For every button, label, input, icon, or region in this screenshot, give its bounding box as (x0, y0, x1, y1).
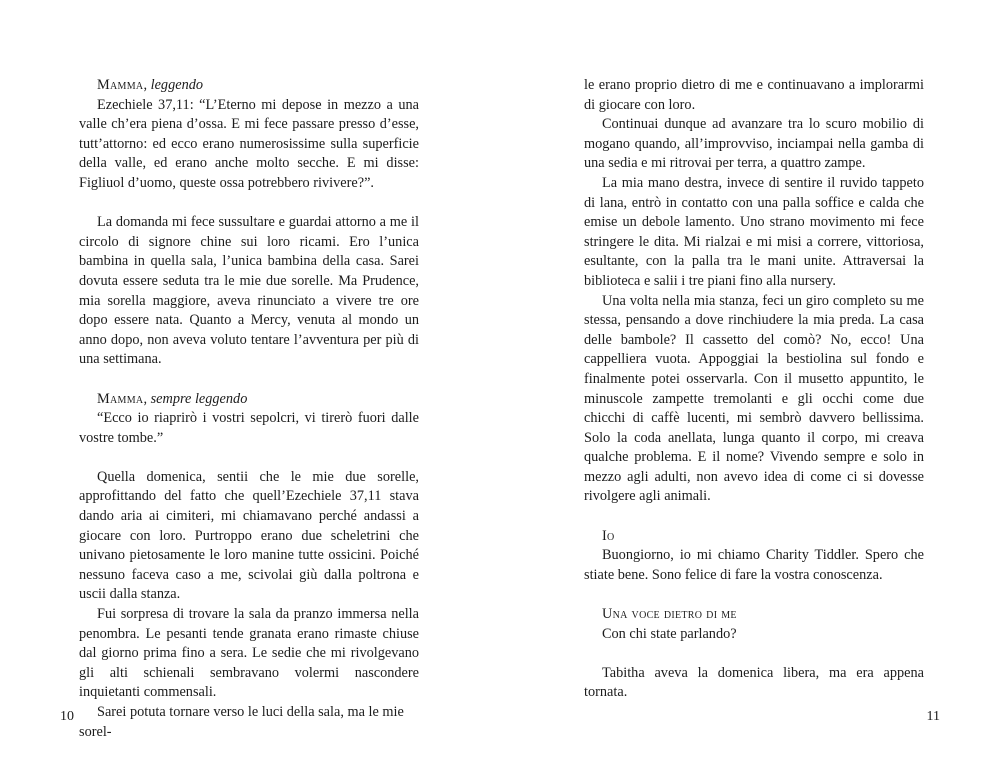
paragraph: Una volta nella mia stanza, feci un giro completo su me stessa, pensando a dove rinchiudere la mia preda. La casa delle bambole? Il cassetto del comò? No, ecco! Una cappelliera vuota. Appoggiai la bestiolina sul fondo e finalmente potei osservarla. Con il musetto appuntito, le minuscole zampette tremolanti e gli occhi come due chicchi di caffè lucenti, mi sembrò davvero bellissima. Solo la coda anellata, lunga quanto il corpo, mi creava qualche problema. E il nome? Vivendo sempre e solo in mezzo agli adulti, non avevo idea di come ci si dovesse rivolgere agli animali. (584, 292, 924, 505)
paragraph: Quella domenica, sentii che le mie due sorelle, approfittando del fatto che quell’Ezechiele 37,11 stava dando aria ai cimiteri, mi chiamavano perché andassi a giocare con loro. Purtroppo erano due scheletrini che univano pietosamente le loro manine tutte ossicini. Poiché nessuno faceva caso a me, scivolai giù dalla poltrona e uscii dalla stanza. (79, 468, 419, 603)
paragraph: le erano proprio dietro di me e continuavano a implorarmi di giocare con loro. (584, 77, 924, 113)
dialogue-text: Con chi state parlando? (602, 625, 737, 642)
right-page-text (584, 76, 924, 703)
paragraph: La mia mano destra, invece di sentire il ruvido tappeto di lana, entrò in contatto con una palla soffice e calda che emise un debole lamento. Uno strano movimento mi fece stringere le dita. Mi rialzai e mi misi a correre, vittoriosa, esultante, con la palla tra le mani unite. Attraversai la biblioteca e salii i tre piani fino alla nursery. (584, 174, 924, 289)
left-page-text (79, 76, 419, 742)
quoted-text: “Ecco io riaprirò i vostri sepolcri, vi tirerò fuori dalle vostre tombe.” (79, 410, 419, 446)
speaker-name: Mamma (97, 390, 144, 407)
page-number: 11 (926, 709, 940, 724)
paragraph: La domanda mi fece sussultare e guardai attorno a me il circolo di signore chine sui loro ricami. Ero l’unica bambina in quella sala, l’unica bambina della casa. Sarei dovuta essere seduta tra le mie due sorelle. Ma Prudence, mia sorella maggiore, aveva rinunciato a vivere tre ore dopo essere nata. Quanto a Mercy, venuta al mondo un anno dopo, non aveva voluto tentare l’avventura per più di una settimana. (79, 214, 419, 368)
speaker-tag (584, 527, 924, 547)
speaker-tag (584, 605, 924, 625)
speaker-name: Mamma (97, 77, 144, 93)
speaker-tag: Mamma, leggendo (97, 77, 204, 93)
paragraph: Sarei potuta tornare verso le luci della sala, ma le mie sorel- (79, 704, 404, 740)
speaker-name: Una voce dietro di me (602, 606, 737, 623)
speaker-name: Io (602, 527, 615, 544)
page-number: 10 (60, 709, 74, 724)
stage-direction: sempre leggendo (150, 390, 248, 407)
dialogue-text: Buongiorno, io mi chiamo Charity Tiddler. Spero che stiate bene. Sono felice di fare la vostra conoscenza. (584, 547, 924, 583)
stage-direction: leggendo (150, 77, 204, 93)
paragraph: Continuai dunque ad avanzare tra lo scuro mobilio di mogano quando, all’improvviso, inciampai nella gamba di una sedia e mi ritrovai per terra, a quattro zampe. (584, 116, 924, 172)
speaker-tag: Mamma, sempre leggendo (97, 390, 248, 407)
paragraph: Fui sorpresa di trovare la sala da pranzo immersa nella penombra. Le pesanti tende granata erano rimaste chiuse dal giorno prima fino a sera. Le sedie che mi rivolgevano gli alti schienali sembravano volermi nascondere inquietanti commensali. (79, 606, 419, 701)
right-page (500, 0, 1000, 767)
quoted-text: Ezechiele 37,11: “L’Eterno mi depose in mezzo a una valle ch’era piena d’ossa. E mi fece passare presso d’esse, tutt’attorno: ed ecco erano numerosissime sulla superficie della valle, ed erano anche molto secche. E mi disse: Figliuol d’uomo, queste ossa potrebbero rivivere?”. (79, 96, 419, 191)
paragraph: Tabitha aveva la domenica libera, ma era appena tornata. (584, 664, 924, 701)
